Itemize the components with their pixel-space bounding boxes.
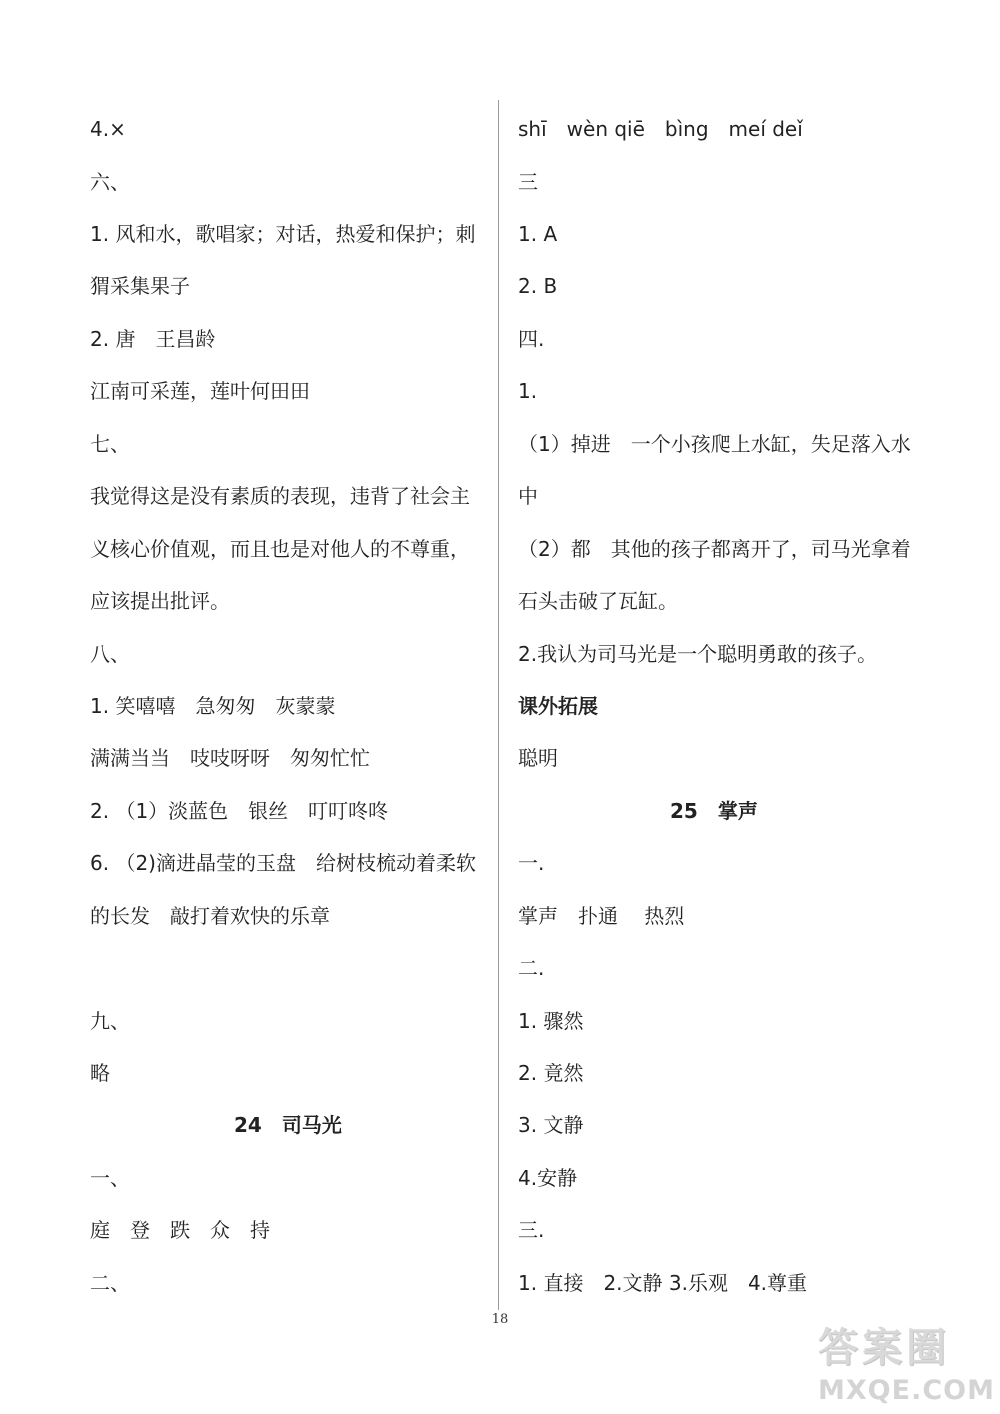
answer-line: 满满当当 吱吱呀呀 匆匆忙忙 (90, 746, 370, 770)
answer-line: 的长发 敲打着欢快的乐章 (90, 904, 330, 928)
answer-line: 我觉得这是没有素质的表现，违背了社会主 (90, 484, 470, 508)
answer-line: 掌声 扑通 热烈 (518, 904, 685, 928)
answer-line: 义核心价值观，而且也是对他人的不尊重， (90, 537, 470, 561)
section-heading: 二. (518, 956, 545, 980)
answer-line: （2）都 其他的孩子都离开了，司马光拿着 (518, 537, 911, 561)
answer-line: 1. 骤然 (518, 1009, 584, 1033)
extension-heading: 课外拓展 (518, 694, 598, 718)
section-heading: 三. (518, 1218, 545, 1242)
section-heading: 九、 (90, 1009, 130, 1033)
answer-line: 2. 竟然 (518, 1061, 584, 1085)
answer-line: 1. 笑嘻嘻 急匆匆 灰蒙蒙 (90, 694, 336, 718)
column-divider (498, 100, 499, 1310)
section-heading: 八、 (90, 642, 130, 666)
pinyin-line: shī wèn qiē bìng meí deǐ (518, 117, 803, 141)
watermark-site-text: MXQE.COM (818, 1375, 995, 1406)
answer-line: 中 (518, 484, 538, 508)
answer-line: 猬采集果子 (90, 274, 190, 298)
answer-line: 聪明 (518, 746, 558, 770)
answer-line: 2. （1）淡蓝色 银丝 叮叮咚咚 (90, 799, 389, 823)
answer-line: 1. 直接 2.文静 3.乐观 4.尊重 (518, 1271, 808, 1295)
answer-line: 1. (518, 379, 538, 403)
answer-line: 1. A (518, 222, 558, 246)
section-heading: 一. (518, 851, 545, 875)
answer-line: 6. （2)滴进晶莹的玉盘 给树枝梳动着柔软 (90, 851, 476, 875)
answer-line: 应该提出批评。 (90, 589, 230, 613)
lesson-title: 24 司马光 (234, 1113, 342, 1137)
answer-line: 石头击破了瓦缸。 (518, 589, 678, 613)
answer-line: （1）掉进 一个小孩爬上水缸，失足落入水 (518, 432, 911, 456)
section-heading: 四. (518, 327, 545, 351)
answer-line: 4.安静 (518, 1166, 578, 1190)
answer-line: 4.× (90, 117, 126, 141)
answer-line: 2. 唐 王昌龄 (90, 327, 216, 351)
section-heading: 一、 (90, 1166, 130, 1190)
answer-line: 2.我认为司马光是一个聪明勇敢的孩子。 (518, 642, 878, 666)
watermark-logo-text: 答案圈 (818, 1325, 950, 1371)
lesson-title: 25 掌声 (670, 799, 758, 823)
answer-line: 庭 登 跌 众 持 (90, 1218, 270, 1242)
answer-line: 略 (90, 1061, 110, 1085)
answer-line: 3. 文静 (518, 1113, 584, 1137)
answer-line: 江南可采莲，莲叶何田田 (90, 379, 310, 403)
answer-line: 1. 风和水，歌唱家；对话，热爱和保护；刺 (90, 222, 476, 246)
section-heading: 七、 (90, 432, 130, 456)
page-number: 18 (491, 1312, 509, 1327)
watermark-logo (818, 1322, 994, 1408)
section-heading: 六、 (90, 170, 130, 194)
answer-line: 2. B (518, 274, 558, 298)
section-heading: 二、 (90, 1271, 130, 1295)
section-heading: 三 (518, 170, 538, 194)
